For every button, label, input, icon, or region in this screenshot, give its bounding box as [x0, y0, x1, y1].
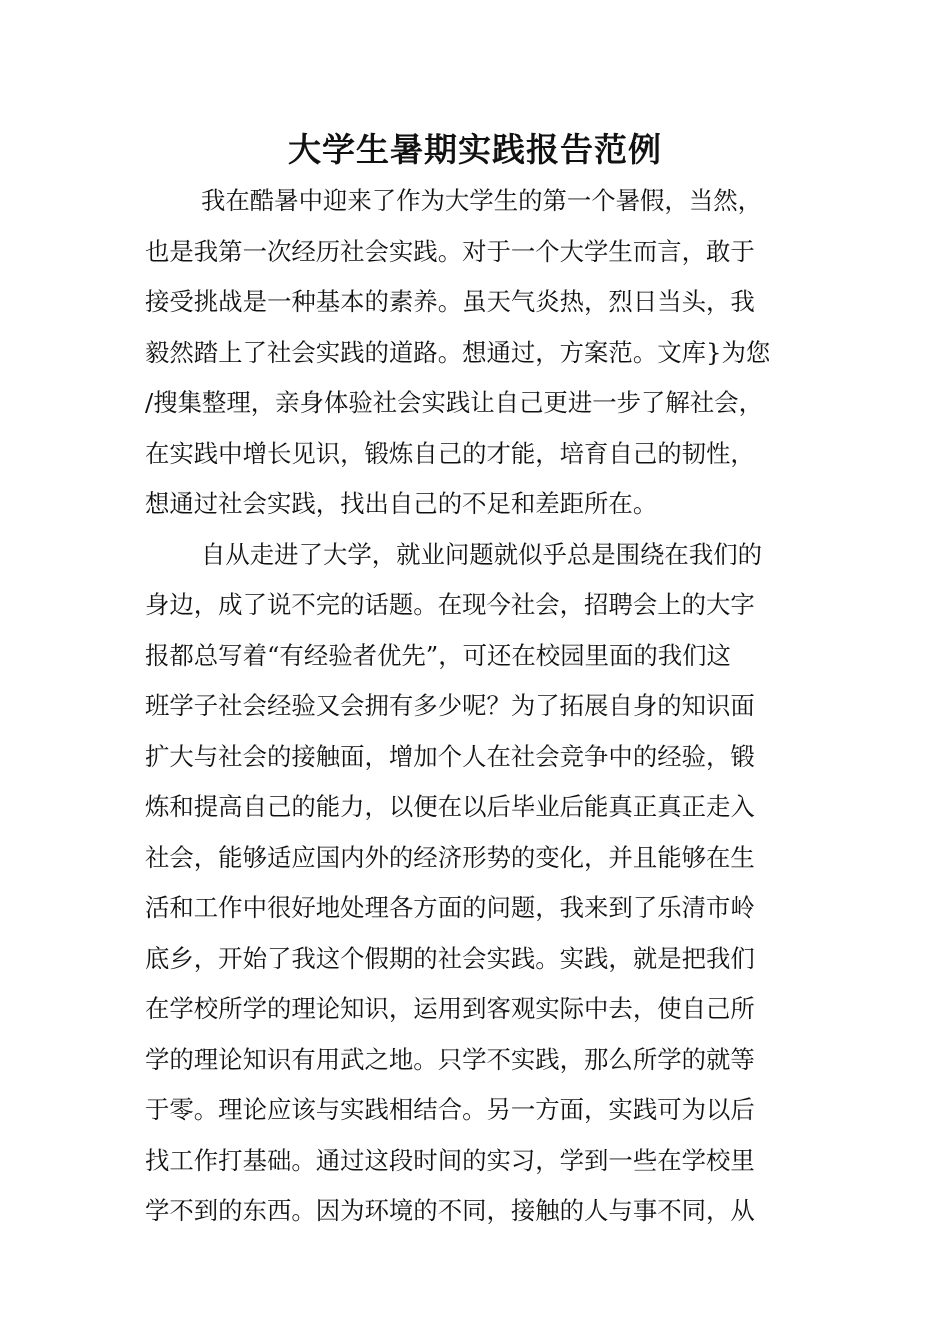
text-line: 班学子社会经验又会拥有多少呢？为了拓展自身的知识面	[145, 691, 755, 720]
text-line: /搜集整理，亲身体验社会实践让自己更进一步了解社会，	[145, 388, 763, 417]
text-line: 底乡，开始了我这个假期的社会实践。实践，就是把我们	[145, 943, 755, 973]
text-line: 毅然踏上了社会实践的道路。想通过，方案范。文库}为您	[145, 337, 771, 367]
text-line: 学不到的东西。因为环境的不同，接触的人与事不同，从	[145, 1196, 755, 1225]
text-line: 想通过社会实践，找出自己的不足和差距所在。	[145, 489, 658, 518]
text-line: 接受挑战是一种基本的素养。虽天气炎热，烈日当头，我	[145, 287, 755, 316]
text-line: 扩大与社会的接触面，增加个人在社会竞争中的经验，锻	[145, 741, 755, 771]
text-line: 于零。理论应该与实践相结合。另一方面，实践可为以后	[145, 1095, 755, 1124]
text-line: 在学校所学的理论知识，运用到客观实际中去，使自己所	[145, 994, 755, 1023]
text-line: 在实践中增长见识，锻炼自己的才能，培育自己的韧性，	[145, 438, 755, 468]
text-line: 学的理论知识有用武之地。只学不实践，那么所学的就等	[145, 1044, 755, 1074]
text-line: 炼和提高自己的能力，以便在以后毕业后能真正真正走入	[145, 792, 755, 821]
text-line: 身边，成了说不完的话题。在现今社会，招聘会上的大字	[145, 590, 755, 619]
text-line: 找工作打基础。通过这段时间的实习，学到一些在学校里	[145, 1145, 755, 1175]
text-line: 也是我第一次经历社会实践。对于一个大学生而言，敢于	[145, 236, 755, 266]
document-body	[145, 176, 810, 1237]
text-line: 社会，能够适应国内外的经济形势的变化，并且能够在生	[145, 842, 755, 872]
text-line: 活和工作中很好地处理各方面的问题，我来到了乐清市岭	[145, 893, 755, 922]
text-line: 我在酷暑中迎来了作为大学生的第一个暑假，当然，	[201, 186, 762, 215]
text-line: 自从走进了大学，就业问题就似乎总是围绕在我们的	[201, 539, 762, 569]
text-line: 报都总写着“有经验者优先”，可还在校园里面的我们这	[145, 640, 731, 670]
document-title: 大学生暑期实践报告范例	[288, 130, 662, 169]
